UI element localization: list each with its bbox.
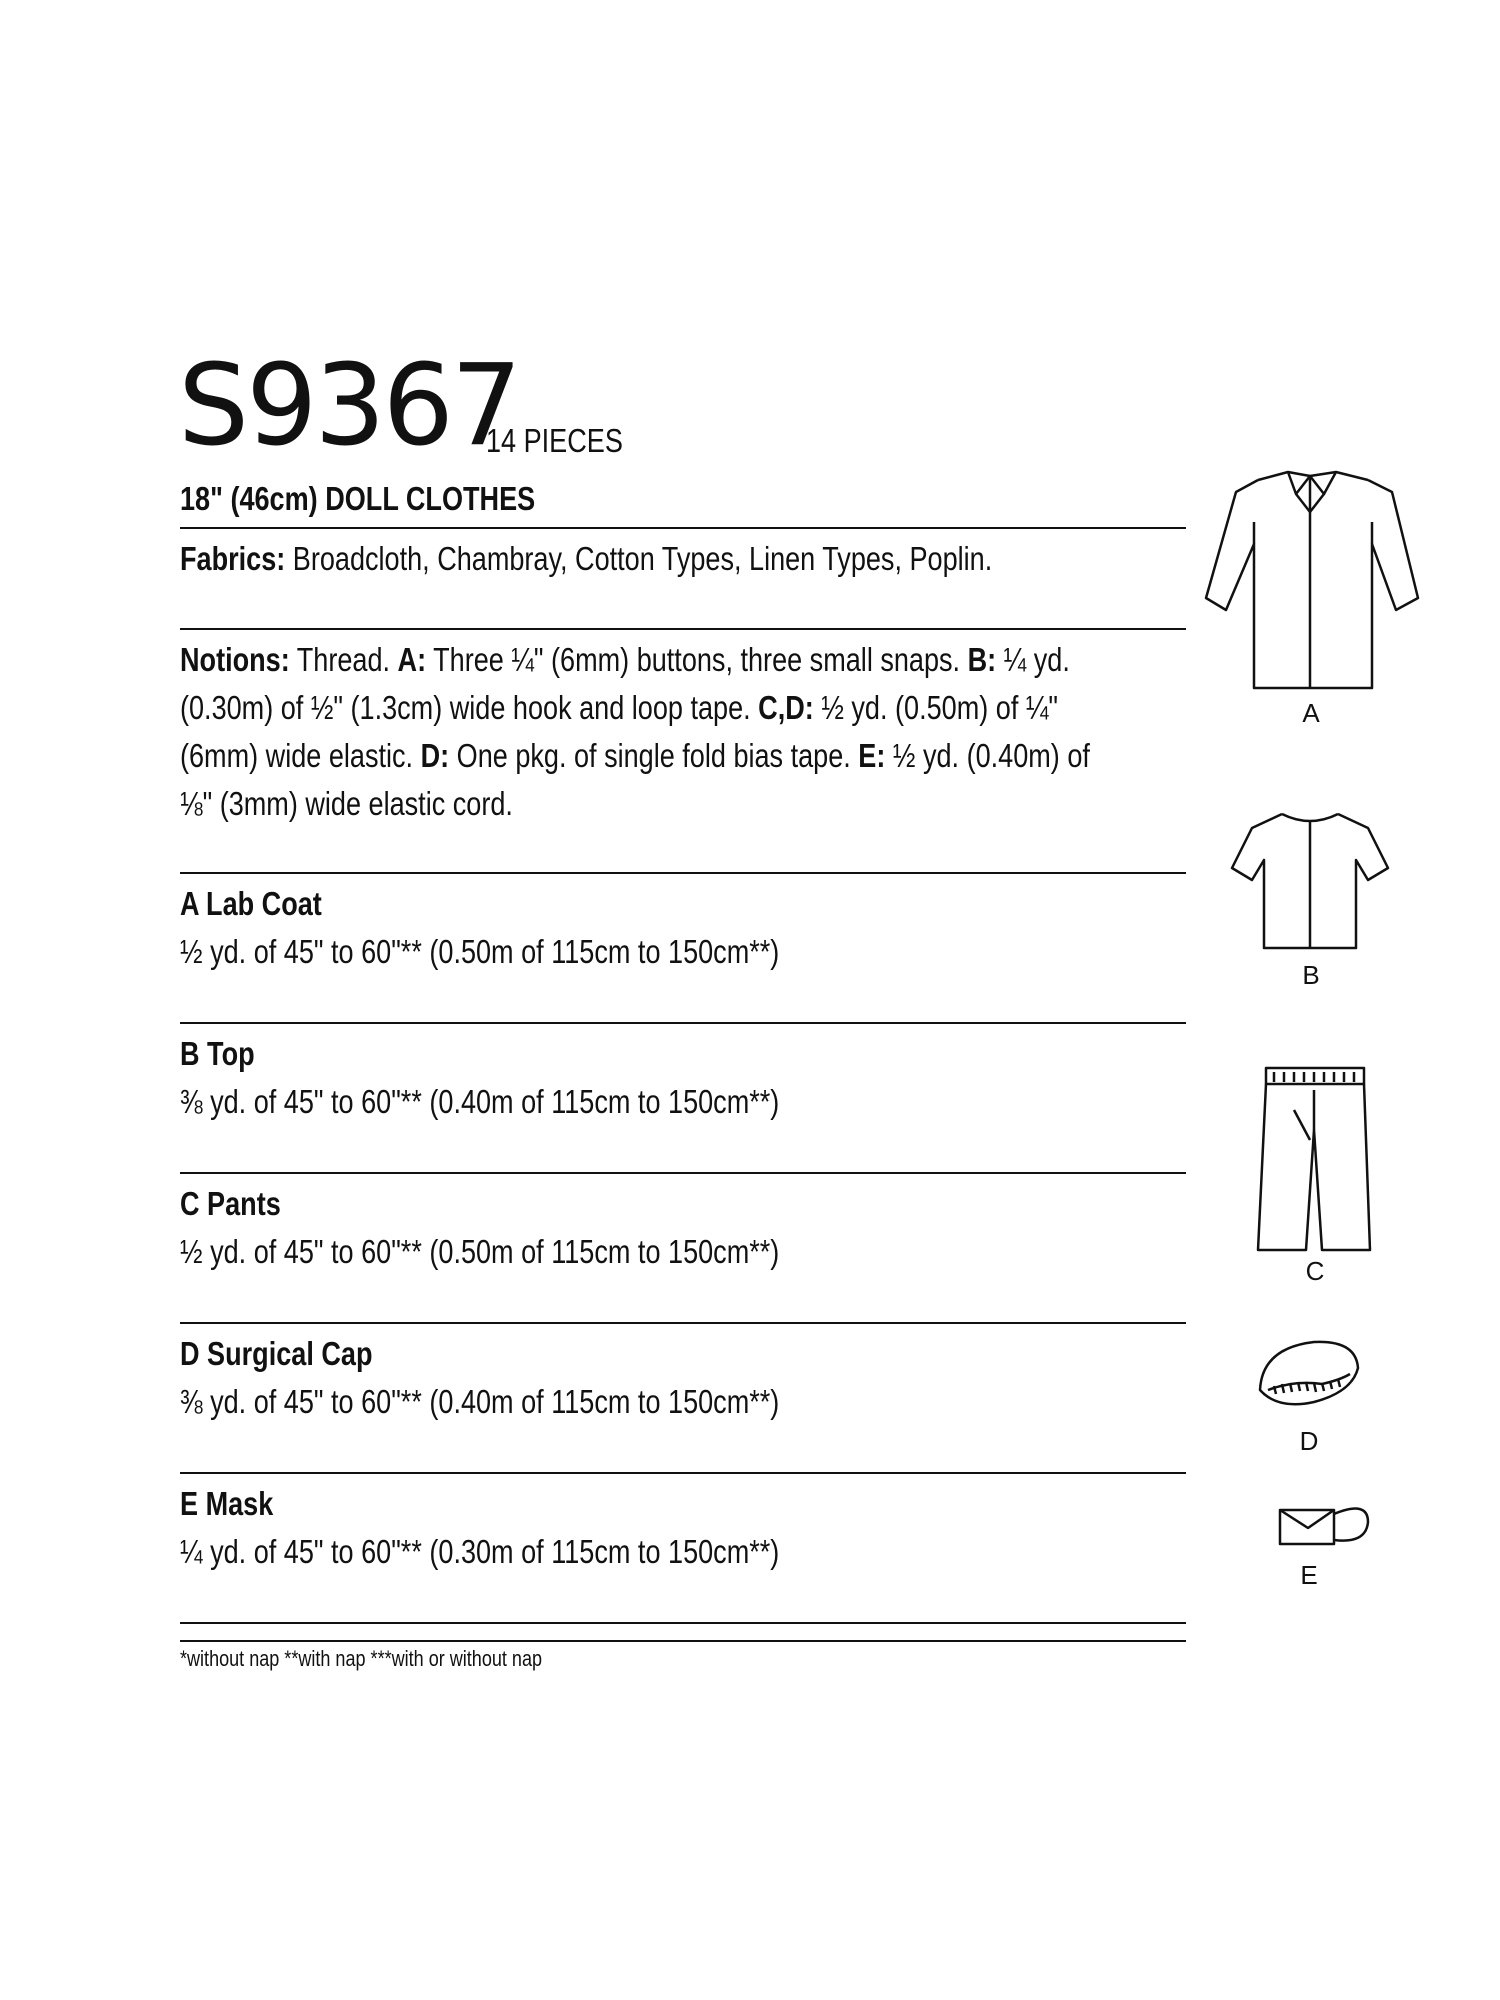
divider-rule [180,1022,1186,1024]
divider-rule [180,1172,1186,1174]
mask-icon [1278,1500,1378,1550]
divider-rule [180,628,1186,630]
view-yardage: ¼ yd. of 45" to 60"** (0.30m of 115cm to 150cm**) [180,1533,780,1570]
pants-figure [1254,1060,1374,1286]
view-title: C Pants [180,1185,281,1222]
fabrics-text: Fabrics: Broadcloth, Chambray, Cotton Types, Linen Types, Poplin. [180,540,993,577]
surgical-cap-figure [1254,1338,1364,1456]
view-yardage: ½ yd. of 45" to 60"** (0.50m of 115cm to 150cm**) [180,933,780,970]
view-yardage: ⅜ yd. of 45" to 60"** (0.40m of 115cm to 150cm**) [180,1083,780,1120]
figure-label-c: C [1305,1256,1325,1286]
view-yardage: ½ yd. of 45" to 60"** (0.50m of 115cm to 150cm**) [180,1233,780,1270]
notions-line: (6mm) wide elastic. D: One pkg. of single fold bias tape. E: ½ yd. (0.40m) of [180,737,1090,774]
top-figure [1230,806,1390,990]
view-yardage: ⅜ yd. of 45" to 60"** (0.40m of 115cm to 150cm**) [180,1383,780,1420]
divider-rule [180,1322,1186,1324]
view-title: B Top [180,1035,255,1072]
notions-line: Notions: Thread. A: Three ¼" (6mm) buttons, three small snaps. B: ¼ yd. [180,641,1070,678]
view-title: A Lab Coat [180,885,322,922]
view-title: E Mask [180,1485,274,1522]
divider-rule [180,872,1186,874]
top-icon [1230,806,1390,956]
divider-rule [180,527,1186,529]
divider-rule [180,1622,1186,1624]
figure-label-b: B [1302,960,1320,990]
lab-coat-figure [1196,462,1426,728]
pants-icon [1254,1060,1374,1256]
notions-text [180,636,1180,828]
mask-figure [1278,1500,1378,1590]
notions-line: (0.30m) of ½" (1.3cm) wide hook and loop tape. C,D: ½ yd. (0.50m) of ¼" [180,689,1059,726]
view-title: D Surgical Cap [180,1335,373,1372]
lab-coat-icon [1196,462,1426,692]
pattern-number: S9367 [178,341,520,471]
footnote: *without nap **with nap ***with or without nap [180,1646,543,1671]
piece-count: 14 PIECES [486,422,623,459]
figure-label-d: D [1299,1426,1319,1456]
figure-label-e: E [1300,1560,1318,1590]
divider-rule [180,1640,1186,1642]
fabrics-label: Fabrics: [180,540,286,577]
divider-rule [180,1472,1186,1474]
surgical-cap-icon [1254,1338,1364,1418]
doll-clothes-title: 18" (46cm) DOLL CLOTHES [180,480,536,517]
figure-label-a: A [1302,698,1320,728]
notions-line: ⅛" (3mm) wide elastic cord. [180,785,513,822]
